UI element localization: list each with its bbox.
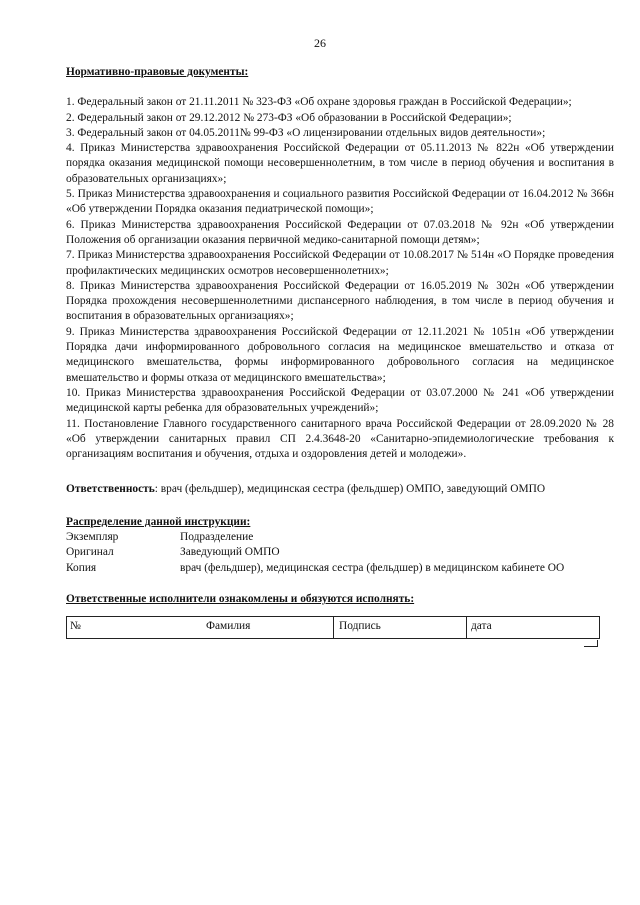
table-column-divider <box>66 616 67 639</box>
distribution-title: Распределение данной инструкции: <box>66 515 251 528</box>
distribution-row <box>66 545 614 560</box>
list-item: 9. Приказ Министерства здравоохранения Российской Федерации от 12.11.2021 № 1051н «Об утверждении Порядка дачи информированного добровольного согласия на медицинское вмешательство и отказа от медицинского вмешательства, формы информированного добровольного согласия на медицинское вмешательство и формы отказа от медицинского вмешательства»; <box>66 325 614 384</box>
distribution-value: Подразделение <box>180 531 254 544</box>
acknowledgement-section <box>66 592 614 650</box>
column-header-date: дата <box>471 620 492 633</box>
table-corner-mark <box>584 646 598 647</box>
distribution-key: Экземпляр <box>66 531 119 544</box>
distribution-row <box>66 530 614 545</box>
list-item: 6. Приказ Министерства здравоохранения Российской Федерации от 07.03.2018 № 92н «Об утверждении Положения об организации оказания первичной медико-санитарной помощи детям»; <box>66 218 614 246</box>
distribution-key: Оригинал <box>66 546 114 559</box>
responsibility-label: Ответственность <box>66 483 155 496</box>
table-column-divider <box>599 616 600 639</box>
list-item: 10. Приказ Министерства здравоохранения Российской Федерации от 03.07.2000 № 241 «Об утверждении медицинской карты ребенка для образовательных учреждений»; <box>66 386 614 415</box>
distribution-value: врач (фельдшер), медицинская сестра (фельдшер) в медицинском кабинете ОО <box>180 561 565 574</box>
column-header-number: № <box>70 620 81 633</box>
table-corner-mark <box>597 640 598 647</box>
table-column-divider <box>333 616 334 639</box>
list-item: 1. Федеральный закон от 21.11.2011 № 323-ФЗ «Об охране здоровья граждан в Российской Федерации»; <box>66 96 572 109</box>
document-body <box>66 65 614 650</box>
list-item: 7. Приказ Министерства здравоохранения Российской Федерации от 10.08.2017 № 514н «О Порядке проведения профилактических медицинских осмотров несовершеннолетних»; <box>66 249 614 277</box>
signature-table <box>66 616 614 650</box>
list-item: 11. Постановление Главного государственного санитарного врача Российской Федерации от 28.09.2020 № 28 «Об утверждении санитарных правил СП 2.4.3648-20 «Санитарно-эпидемиологические требования к организациям воспитания и обучения, отдыха и оздоровления детей и молодежи». <box>66 417 614 461</box>
list-item: 8. Приказ Министерства здравоохранения Российской Федерации от 16.05.2019 № 302н «Об утверждении Порядка прохождения несовершеннолетними диспансерного наблюдения, в том числе в период обучения и воспитания в образовательных организациях»; <box>66 279 614 323</box>
column-header-signature: Подпись <box>339 620 381 633</box>
table-column-divider <box>466 616 467 639</box>
list-item: 3. Федеральный закон от 04.05.2011№ 99-ФЗ «О лицензировании отдельных видов деятельности»; <box>66 126 546 139</box>
page-number: 26 <box>314 36 326 50</box>
list-item: 2. Федеральный закон от 29.12.2012 № 273-ФЗ «Об образовании в Российской Федерации»; <box>66 111 512 124</box>
distribution-section <box>66 515 614 576</box>
responsibility-line <box>66 482 614 497</box>
acknowledgement-title: Ответственные исполнители ознакомлены и обязуются исполнять: <box>66 592 415 605</box>
distribution-value: Заведующий ОМПО <box>180 546 280 559</box>
list-item: 4. Приказ Министерства здравоохранения Российской Федерации от 05.11.2013 № 822н «Об утверждении порядка оказания медицинской помощи несовершеннолетним, в том числе в период обучения и воспитания в образовательных организациях»; <box>66 142 614 185</box>
section-heading: Нормативно-правовые документы: <box>66 66 249 78</box>
distribution-key: Копия <box>66 561 97 574</box>
responsibility-text: : врач (фельдшер), медицинская сестра (фельдшер) ОМПО, заведующий ОМПО <box>154 483 546 496</box>
column-header-surname: Фамилия <box>206 620 251 633</box>
distribution-row <box>66 561 614 576</box>
legal-documents-list <box>66 95 614 462</box>
list-item: 5. Приказ Министерства здравоохранения и социального развития Российской Федерации от 16.04.2012 № 366н «Об утверждении Порядка оказания педиатрической помощи»; <box>66 188 614 216</box>
